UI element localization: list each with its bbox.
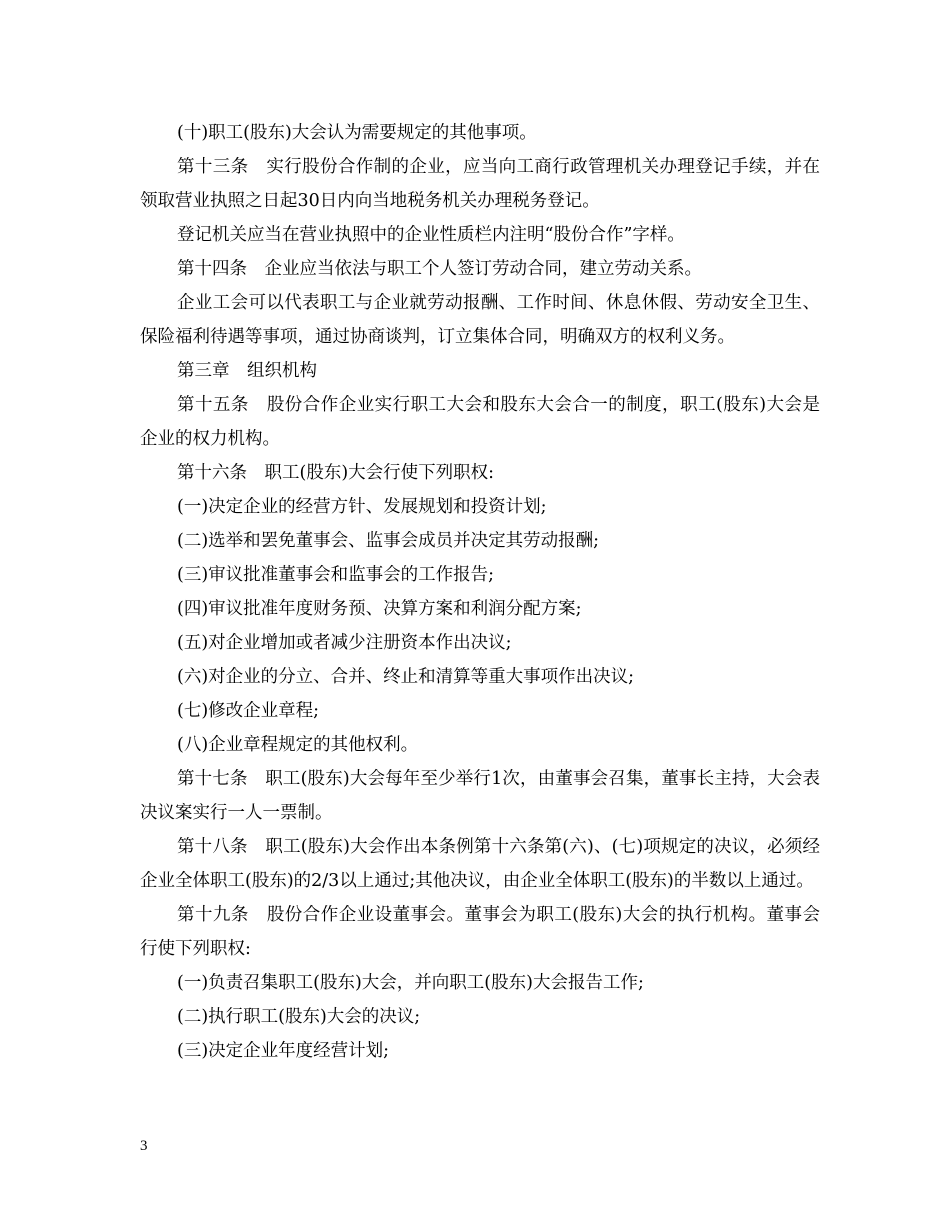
document-body [140, 116, 820, 1068]
chapter-heading: 第三章 组织机构 [177, 361, 317, 381]
paragraph: 第十九条 股份合作企业设董事会。董事会为职工(股东)大会的执行机构。董事会行使下列职权: [140, 905, 820, 959]
page-number: 3 [140, 1138, 148, 1154]
paragraph: 第十六条 职工(股东)大会行使下列职权: [177, 463, 495, 483]
paragraph: 第十八条 职工(股东)大会作出本条例第十六条第(六)、(七)项规定的决议，必须经企业全体职工(股东)的2/3以上通过;其他决议，由企业全体职工(股东)的半数以上通过。 [140, 837, 820, 891]
list-item: (一)决定企业的经营方针、发展规划和投资计划; [177, 497, 547, 517]
list-item: (四)审议批准年度财务预、决算方案和利润分配方案; [177, 599, 582, 619]
list-item: (三)决定企业年度经营计划; [177, 1041, 390, 1061]
list-item: (二)选举和罢免董事会、监事会成员并决定其劳动报酬; [177, 531, 600, 551]
list-item: (六)对企业的分立、合并、终止和清算等重大事项作出决议; [177, 667, 635, 687]
paragraph: 第十四条 企业应当依法与职工个人签订劳动合同，建立劳动关系。 [177, 259, 702, 279]
list-item: (二)执行职工(股东)大会的决议; [177, 1007, 421, 1027]
paragraph: 第十三条 实行股份合作制的企业，应当向工商行政管理机关办理登记手续，并在领取营业执照之日起30日内向当地税务机关办理税务登记。 [140, 157, 820, 211]
paragraph: 企业工会可以代表职工与企业就劳动报酬、工作时间、休息休假、劳动安全卫生、保险福利待遇等事项，通过协商谈判，订立集体合同，明确双方的权利义务。 [140, 293, 820, 347]
list-item: (三)审议批准董事会和监事会的工作报告; [177, 565, 495, 585]
list-item: (五)对企业增加或者减少注册资本作出决议; [177, 633, 512, 653]
list-item: (八)企业章程规定的其他权利。 [177, 735, 419, 755]
list-item: (七)修改企业章程; [177, 701, 320, 721]
paragraph: 第十五条 股份合作企业实行职工大会和股东大会合一的制度，职工(股东)大会是企业的权力机构。 [140, 395, 820, 449]
paragraph: 第十七条 职工(股东)大会每年至少举行1次，由董事会召集，董事长主持，大会表决议案实行一人一票制。 [140, 769, 820, 823]
paragraph: (十)职工(股东)大会认为需要规定的其他事项。 [177, 123, 537, 143]
paragraph: 登记机关应当在营业执照中的企业性质栏内注明“股份合作”字样。 [177, 225, 685, 245]
list-item: (一)负责召集职工(股东)大会，并向职工(股东)大会报告工作; [177, 973, 644, 993]
